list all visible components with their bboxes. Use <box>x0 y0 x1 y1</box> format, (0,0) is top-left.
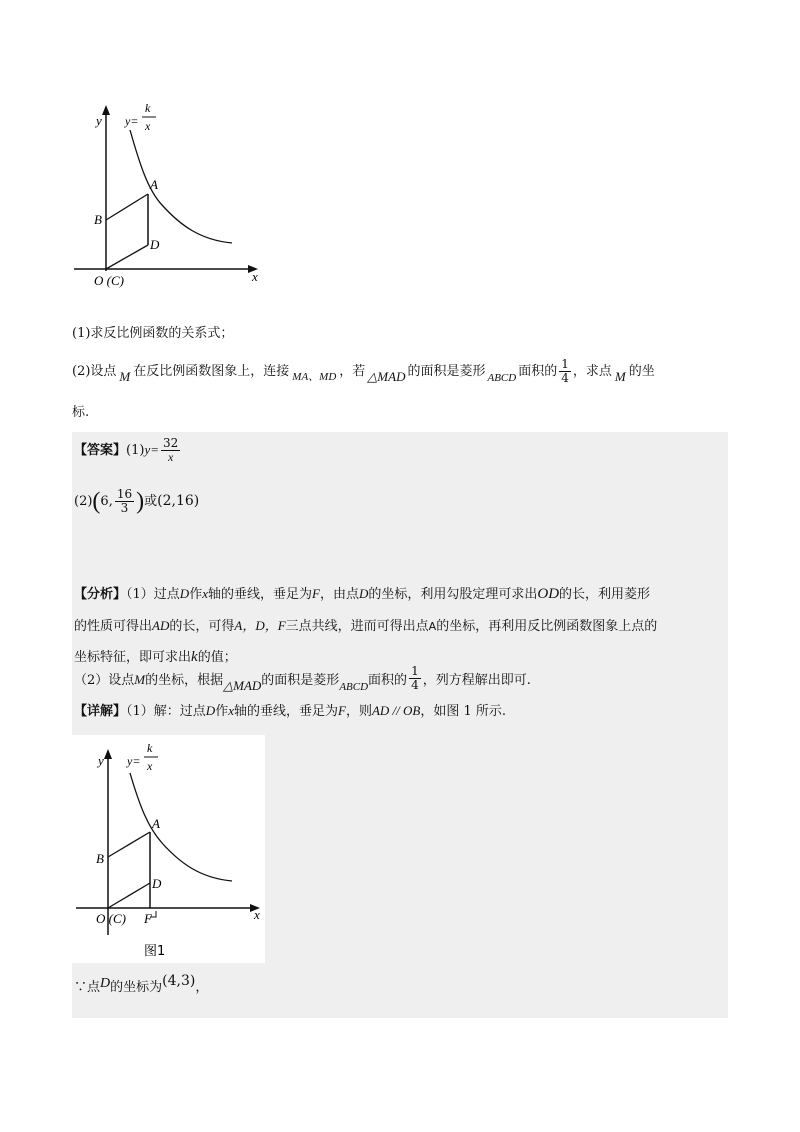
x-axis-label: x <box>254 907 260 922</box>
y-axis-label: y <box>96 113 102 128</box>
y-axis-arrow <box>102 105 110 115</box>
answer-fraction: $\frac{32}{x}$ <box>162 436 179 464</box>
equation-lhs: y= <box>127 754 141 768</box>
segment-cd <box>108 883 150 908</box>
equation-lhs: y= <box>125 114 139 128</box>
question-2: (2)设点 M 在反比例函数图象上，连接 $_{MA、MD}$ ，若 △MAD 的面积是菱形 $_{ABCD}$ 面积的 $\frac{1}{4}$ ，求点 M 的坐 <box>72 357 655 385</box>
origin-label: O (C) <box>94 273 124 288</box>
point-a-label: A <box>150 177 158 192</box>
point-b-label: B <box>96 851 104 866</box>
quarter-fraction: $\frac{1}{4}$ <box>561 357 569 385</box>
segment-ba <box>108 832 150 857</box>
detail-line-1: 【详解】（1）解：过点D作x轴的垂线，垂足为F，则AD // OB，如图 1 所示. <box>74 703 507 719</box>
hyperbola-curve <box>130 130 232 243</box>
point-a-label: A <box>152 816 160 831</box>
figure-2 <box>72 735 265 963</box>
y-axis-arrow <box>104 749 112 759</box>
question-1: (1)求反比例函数的关系式； <box>72 326 234 341</box>
hyperbola-curve <box>130 773 232 881</box>
point-f-label: F <box>144 911 152 926</box>
answer-line-2: (2)(6, $\frac{16}{3}$ )或(2,16) <box>74 487 200 515</box>
equation-denominator: x <box>145 119 151 133</box>
figure-caption: 图1 <box>144 944 166 959</box>
figure-1 <box>70 95 270 295</box>
analysis-line-3: 坐标特征，即可求出k的值； <box>74 649 237 665</box>
segment-cd <box>106 245 148 269</box>
answer-line-1: 【答案】(1)y= $\frac{32}{x}$ <box>74 436 179 464</box>
analysis-line-2: 的性质可得出AD的长，可得A，D，F三点共线，进而可得出点A的坐标，再利用反比例函数图象上点的 <box>74 618 658 634</box>
analysis-line-1: 【分析】（1）过点D作x轴的垂线，垂足为F，由点D的坐标，利用勾股定理可求出OD的长，利用菱形 <box>74 586 651 602</box>
answer-point-fraction: $\frac{16}{3}$ <box>116 487 133 515</box>
origin-label: O (C) <box>96 911 126 926</box>
coordinate-line: ∵点D的坐标为(4,3)， <box>74 973 209 995</box>
y-axis-label: y <box>98 753 104 768</box>
point-d-label: D <box>150 237 160 252</box>
analysis-fraction: $\frac{1}{4}$ <box>411 664 419 692</box>
equation-numerator: k <box>147 741 153 755</box>
analysis-line-4: （2）设点M的坐标，根据△MAD的面积是菱形$_{ABCD}$面积的 $\frac{1}{4}$ ，列方程解出即可. <box>74 664 531 693</box>
point-d-label: D <box>152 876 162 891</box>
point-b-label: B <box>94 212 102 227</box>
question-2-cont: 标. <box>72 405 90 420</box>
x-axis-label: x <box>252 269 258 284</box>
segment-ba <box>106 194 148 220</box>
equation-denominator: x <box>147 759 153 773</box>
equation-numerator: k <box>145 101 151 115</box>
